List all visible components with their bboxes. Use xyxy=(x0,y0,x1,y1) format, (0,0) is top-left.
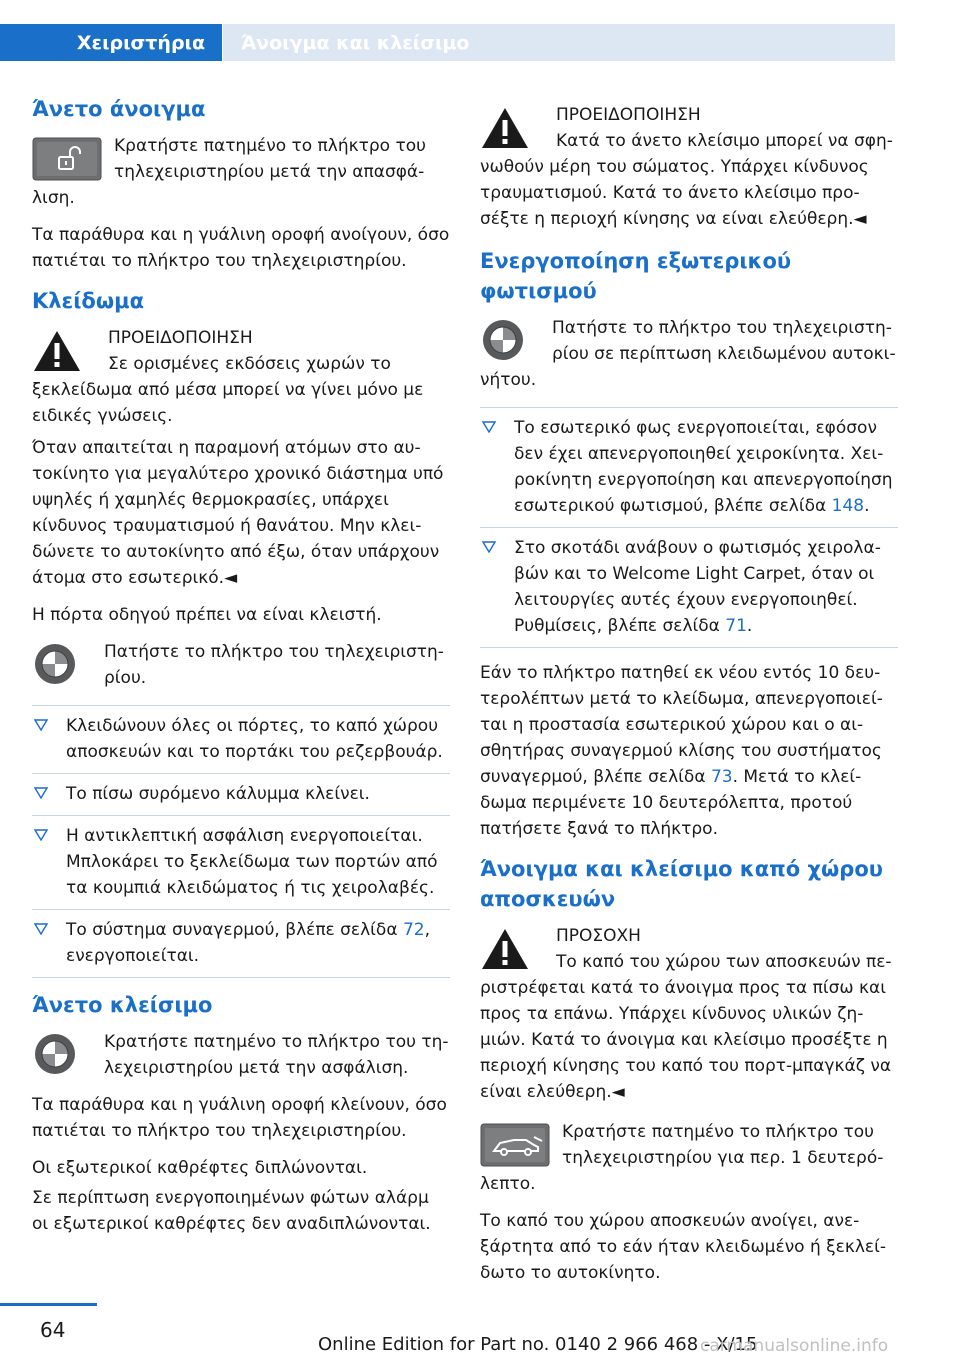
mirrors-alarm-text: Σε περίπτωση ενεργοποιημένων φώτων αλάρμ οι εξωτερικοί καθρέφτες δεν αναδιπλώνονται. xyxy=(32,1188,431,1234)
watermark: carmanualsonline.info xyxy=(700,1336,889,1356)
list-item xyxy=(32,774,450,816)
comfort-close-warning-block xyxy=(480,102,898,232)
comfort-open-text: Κρατήστε πατημένο το πλήκτρο του τηλεχειριστηρίου μετά την απασφάλιση. xyxy=(32,136,426,208)
bmw-key-icon xyxy=(34,1033,76,1075)
list-item-text: Κλειδώνουν όλες οι πόρτες, το καπό χώρου αποσκευών και το πορτάκι του ρεζερβουάρ. xyxy=(66,716,443,762)
triangle-bullet-icon xyxy=(34,786,48,800)
page-link-148[interactable]: 148 xyxy=(831,496,865,516)
heading-trunk: Άνοιγμα και κλείσιμο καπό χώρου αποσκευών xyxy=(480,857,883,911)
left-column xyxy=(32,94,450,1248)
warning-paragraph: Όταν απαιτείται η παραμονή ατόμων στο αυτοκίνητο για μεγαλύτερο χρονικό διάστημα υπό υψηλές ή χαμηλές θερμοκρασίες, υπάρχει κίνδυνος τραυματισμού ή θανάτου. Μην κλειδώνετε το αυτοκίνητο από έξω, όταν υπάρχουν άτομα στο εσωτερικό.◄ xyxy=(32,438,444,588)
list-item-text: Το εσωτερικό φως ενεργοποιείται, εφόσον δεν έχει απενεργοποιηθεί χειροκίνητα. Χειροκίνητη ενεργοποίηση και απενεργοποίηση εσωτερικού φωτισμού, βλέπε σελίδα xyxy=(514,418,893,516)
page-number: 64 xyxy=(40,1318,66,1342)
triangle-bullet-icon xyxy=(34,718,48,732)
mirrors-fold-text: Οι εξωτερικοί καθρέφτες διπλώνονται. xyxy=(32,1158,368,1178)
locking-list xyxy=(32,705,450,978)
header-section: Χειριστήρια xyxy=(0,24,222,61)
bmw-key-icon xyxy=(34,643,76,685)
warning-label: ΠΡΟΕΙΔΟΠΟΙΗΣΗ xyxy=(108,328,253,348)
heading-exterior-lights: Ενεργοποίηση εξωτερικού φωτισμού xyxy=(480,249,792,303)
comfort-open-paragraph: Τα παράθυρα και η γυάλινη οροφή ανοίγουν, όσο πατιέται το πλήκτρο του τηλεχειριστηρίου. xyxy=(32,225,450,271)
trunk-key-block xyxy=(480,1119,898,1197)
header-subsection: Άνοιγμα και κλείσιμο xyxy=(222,24,895,61)
list-item-text: . xyxy=(864,496,870,516)
trunk-opens-text: Το καπό του χώρου αποσκευών ανοίγει, ανεξάρτητα από το εάν ήταν κλειδωμένο ή ξεκλείδωτο το αυτοκίνητο. xyxy=(480,1211,886,1283)
heading-comfort-opening: Άνετο άνοιγμα xyxy=(32,97,206,121)
unlock-key-icon xyxy=(32,137,102,181)
trunk-caution-block xyxy=(480,923,898,1105)
comfort-close-block xyxy=(32,1029,450,1081)
page-link-71[interactable]: 71 xyxy=(725,616,747,636)
relock-text: Εάν το πλήκτρο πατηθεί εκ νέου εντός 10 δευτερολέπτων μετά το κλείδωμα, απενεργοποιείται η προστασία εσωτερικού χώρου και ο αισθητήρας συναγερμού κλίσης του συστήματος συναγερμού, βλέπε σελίδα xyxy=(480,663,883,787)
warning-triangle-icon xyxy=(480,106,530,150)
press-key-block xyxy=(32,639,450,691)
caution-text: Το καπό του χώρου των αποσκευών περιστρέφεται κατά το άνοιγμα προς τα πίσω και προς τα επάνω. Υπάρχει κίνδυνος υλικών ζημιών. Κατά το άνοιγμα και κλείσιμο προσέξτε η περιοχή κίνησης του καπό του πορτ-μπαγκάζ να είναι ελεύθερη.◄ xyxy=(480,952,892,1102)
exterior-lights-text: Πατήστε το πλήκτρο του τηλεχειριστηρίου σε περίπτωση κλειδωμένου αυτοκινήτου. xyxy=(480,318,896,390)
page-link-73[interactable]: 73 xyxy=(710,767,733,787)
locking-warning-block xyxy=(32,325,450,429)
edition-text: Online Edition for Part no. 0140 2 966 468 - X/15 xyxy=(318,1334,758,1355)
exterior-lights-block xyxy=(480,315,898,393)
list-item xyxy=(32,706,450,774)
triangle-bullet-icon xyxy=(482,420,496,434)
footer-rule xyxy=(0,1303,97,1306)
right-column xyxy=(480,102,898,1297)
warning-text: Κατά το άνετο κλείσιμο μπορεί να σφηνωθούν μέρη του σώματος. Υπάρχει κίνδυνος τραυματισμού. Κατά το άνετο κλείσιμο προσέξτε η περιοχή κίνησης να είναι ελεύθερη.◄ xyxy=(480,131,893,229)
warning-triangle-icon xyxy=(32,329,82,373)
heading-comfort-closing: Άνετο κλείσιμο xyxy=(32,993,213,1017)
list-item-text: Το σύστημα συναγερμού, βλέπε σελίδα xyxy=(66,920,403,940)
caution-label: ΠΡΟΣΟΧΗ xyxy=(556,926,641,946)
list-item xyxy=(32,816,450,910)
triangle-bullet-icon xyxy=(34,828,48,842)
running-header xyxy=(0,24,895,61)
list-item-text: Η αντικλεπτική ασφάλιση ενεργοποιείται. Μπλοκάρει το ξεκλείδωμα των πορτών από τα κουμπιά κλειδώματος ή τις χειρολαβές. xyxy=(66,826,438,898)
list-item xyxy=(480,408,898,528)
list-item-text: , ενεργοποιείται. xyxy=(66,920,430,966)
trunk-key-text: Κρατήστε πατημένο το πλήκτρο του τηλεχειριστηρίου για περ. 1 δευτερόλεπτο. xyxy=(480,1122,884,1194)
warning-text: Σε ορισμένες εκδόσεις χωρών το ξεκλείδωμα από μέσα μπορεί να γίνει μόνο με ειδικές γνώσεις. xyxy=(32,354,424,426)
exterior-lights-list xyxy=(480,407,898,648)
triangle-bullet-icon xyxy=(482,540,496,554)
comfort-open-block xyxy=(32,133,450,211)
door-closed-text: Η πόρτα οδηγού πρέπει να είναι κλειστή. xyxy=(32,605,382,625)
heading-locking: Κλείδωμα xyxy=(32,289,144,313)
list-item-text: . xyxy=(746,616,753,636)
trunk-key-icon xyxy=(480,1123,550,1167)
list-item-text: Στο σκοτάδι ανάβουν ο φωτισμός χειρολαβών και το Welcome Light Carpet, όταν οι λειτουργίες αυτές έχουν ενεργοποιηθεί. Ρυθμίσεις, βλέπε σελίδα xyxy=(514,538,881,636)
relock-text: . Μετά το κλείδωμα περιμένετε 10 δευτερόλεπτα, προτού πατήσετε ξανά το πλήκτρο. xyxy=(480,767,862,839)
list-item xyxy=(32,910,450,978)
list-item xyxy=(480,528,898,648)
warning-triangle-icon xyxy=(480,927,530,971)
list-item-text: Το πίσω συρόμενο κάλυμμα κλείνει. xyxy=(66,784,370,804)
page-link-72[interactable]: 72 xyxy=(402,920,425,940)
triangle-bullet-icon xyxy=(34,922,48,936)
comfort-close-paragraph: Τα παράθυρα και η γυάλινη οροφή κλείνουν, όσο πατιέται το πλήκτρο του τηλεχειριστηρίου. xyxy=(32,1095,447,1141)
comfort-close-text: Κρατήστε πατημένο το πλήκτρο του τηλεχειριστηρίου μετά την ασφάλιση. xyxy=(104,1032,449,1078)
relock-paragraph xyxy=(480,660,898,842)
warning-label: ΠΡΟΕΙΔΟΠΟΙΗΣΗ xyxy=(556,105,701,125)
bmw-key-icon xyxy=(482,319,524,361)
press-key-text: Πατήστε το πλήκτρο του τηλεχειριστηρίου. xyxy=(104,642,444,688)
